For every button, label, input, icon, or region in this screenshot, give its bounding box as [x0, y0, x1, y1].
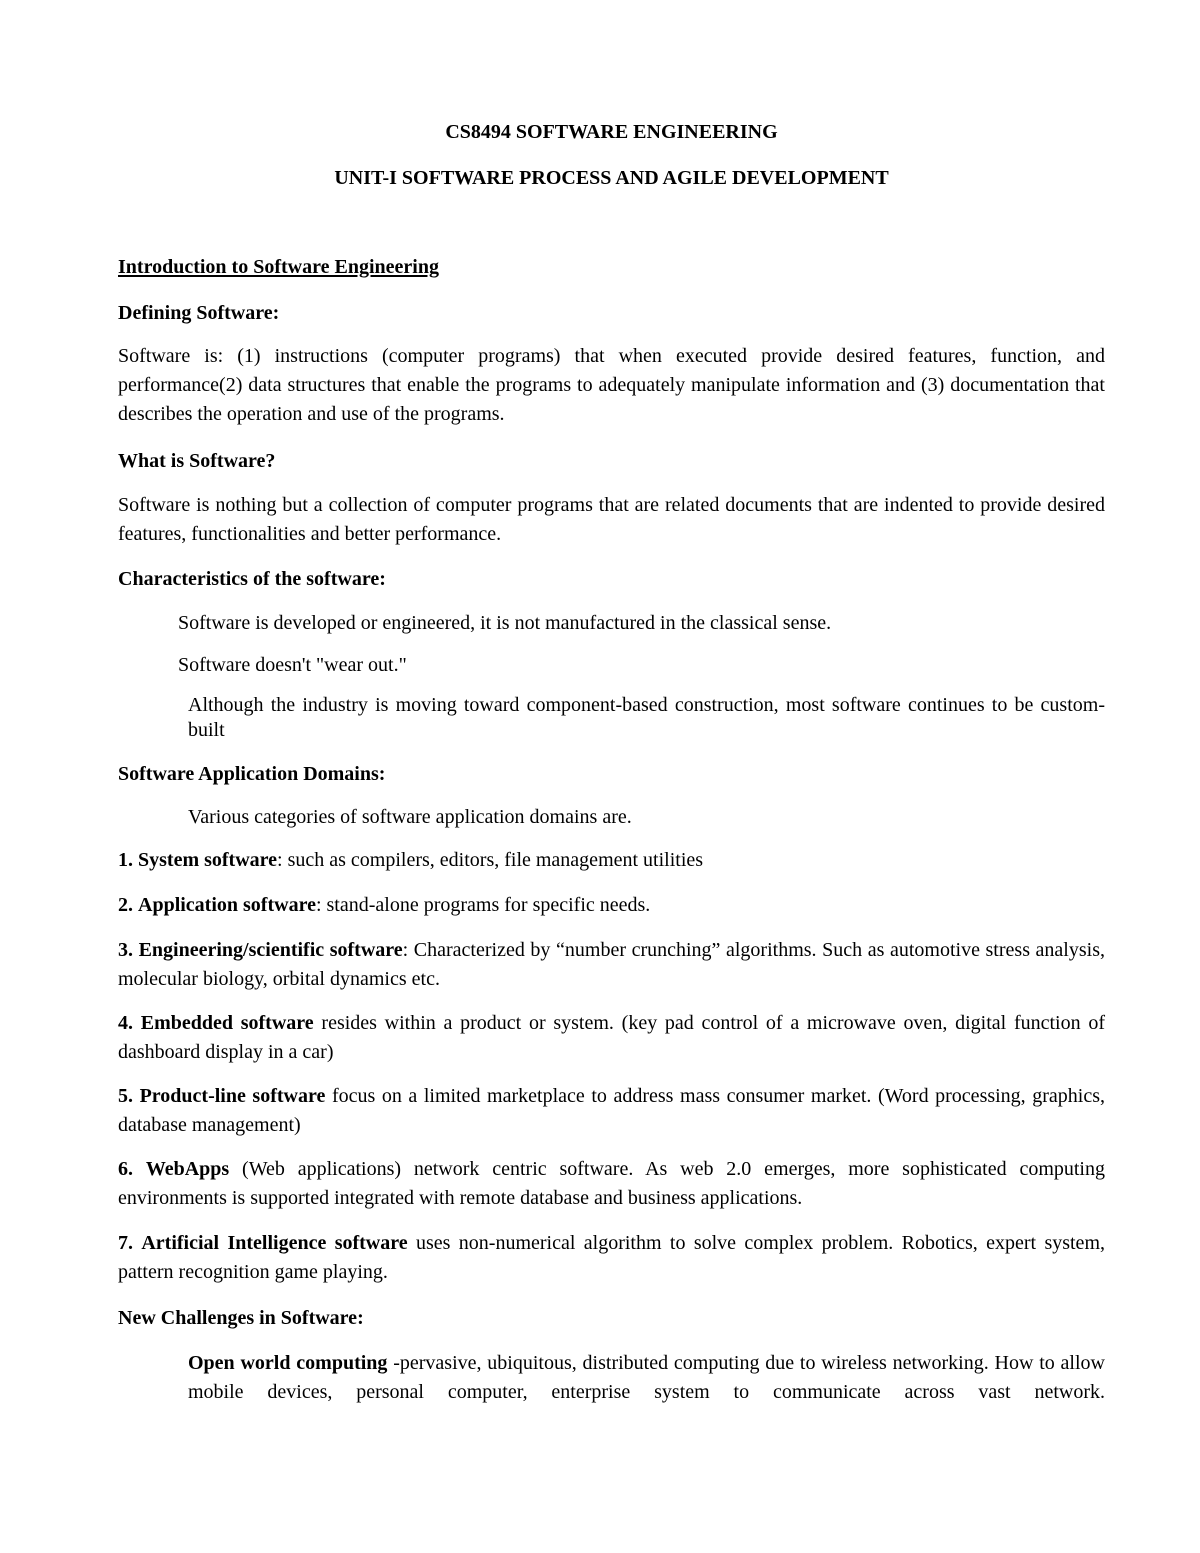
domain-item-text: : stand-alone programs for specific needs.: [315, 894, 651, 916]
domain-item-title: Embedded software: [140, 1012, 314, 1034]
characteristic-item: Software is developed or engineered, it is not manufactured in the classical sense.: [178, 612, 832, 634]
domain-item-title: Application software: [138, 894, 316, 916]
challenge-item-title: Open world computing: [188, 1352, 388, 1374]
domain-item-text: resides within a product or system. (key pad control of a microwave oven, digital function of dashboard display in a car): [118, 1012, 1106, 1063]
domain-item: [118, 891, 1105, 920]
domain-item-number: 6.: [118, 1158, 133, 1180]
domains-heading: Software Application Domains:: [118, 763, 386, 785]
what-is-heading: What is Software?: [118, 450, 276, 472]
domain-item-number: 3.: [118, 939, 133, 961]
domain-item-title: System software: [138, 849, 278, 871]
domain-item-number: 7.: [118, 1232, 133, 1254]
domain-item-text: : Characterized by “number crunching” algorithms. Such as automotive stress analysis, molecular biology, orbital dynamics etc.: [118, 939, 1105, 990]
defining-heading: Defining Software:: [118, 302, 280, 324]
domain-item: [118, 1009, 1105, 1067]
challenges-heading: New Challenges in Software:: [118, 1307, 364, 1329]
course-title: CS8494 SOFTWARE ENGINEERING: [445, 121, 778, 143]
defining-text: Software is: (1) instructions (computer programs) that when executed provide desired features, function, and performance(2) data structures that enable the programs to adequately manipulate information and (3) documentation that describes the operation and use of the programs.: [118, 345, 1105, 425]
domain-item-text: focus on a limited marketplace to address mass consumer market. (Word processing, graphics, database management): [118, 1085, 1106, 1136]
domain-item: [118, 1229, 1105, 1287]
domain-item: [118, 846, 1105, 875]
domain-item-title: Product-line software: [139, 1085, 326, 1107]
unit-title: UNIT-I SOFTWARE PROCESS AND AGILE DEVELOPMENT: [334, 167, 889, 189]
domain-item: [118, 1155, 1105, 1213]
challenge-item: [188, 1349, 1105, 1407]
domain-item: [118, 1082, 1105, 1140]
intro-heading: Introduction to Software Engineering: [118, 256, 439, 278]
domain-item-title: WebApps: [145, 1158, 230, 1180]
what-is-text: Software is nothing but a collection of computer programs that are related documents that are indented to provide desired features, functionalities and better performance.: [118, 494, 1105, 545]
challenge-item-text: -pervasive, ubiquitous, distributed computing due to wireless networking. How to allow mobile devices, personal computer, enterprise system to communicate across vast network.: [188, 1352, 1105, 1403]
domains-intro: Various categories of software application domains are.: [188, 806, 632, 828]
domain-item-text: (Web applications) network centric software. As web 2.0 emerges, more sophisticated computing environments is supported integrated with remote database and business applications.: [118, 1158, 1105, 1209]
characteristics-heading: Characteristics of the software:: [118, 568, 386, 590]
domain-item-title: Artificial Intelligence software: [141, 1232, 408, 1254]
domain-item-number: 1.: [118, 849, 133, 871]
domain-item-number: 2.: [118, 894, 133, 916]
domain-item-number: 5.: [118, 1085, 133, 1107]
domain-item-text: : such as compilers, editors, file management utilities: [277, 849, 704, 871]
domain-item-title: Engineering/scientific software: [138, 939, 403, 961]
characteristic-item: Although the industry is moving toward component-based construction, most software continues to be custom-built: [188, 694, 1105, 741]
domain-item-number: 4.: [118, 1012, 133, 1034]
domain-item-text: uses non-numerical algorithm to solve complex problem. Robotics, expert system, pattern recognition game playing.: [118, 1232, 1105, 1283]
domain-item: [118, 936, 1105, 994]
characteristic-item: Software doesn't "wear out.": [178, 654, 407, 676]
